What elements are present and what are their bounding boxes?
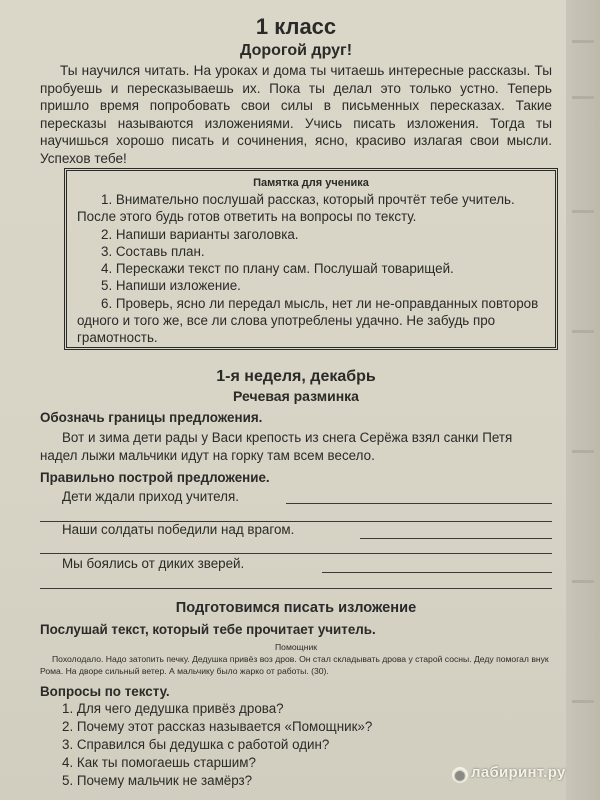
question-item: 5. Почему мальчик не замёрз? (62, 773, 253, 788)
question-item: 3. Справился бы дедушка с работой один? (62, 737, 330, 752)
memo-title: Памятка для ученика (253, 177, 369, 189)
memo-item: 2. Напиши варианты заголовка. (101, 226, 299, 242)
watermark-logo (452, 764, 566, 783)
task1-text: Вот и зима дети рады у Васи крепость из снега Серёжа взял санки Петя надел лыжи мальчики идут на горку там всем весело. (40, 430, 513, 463)
answer-line[interactable] (286, 503, 552, 504)
sentence-1: Дети ждали приход учителя. (62, 489, 239, 504)
warmup-title: Речевая разминка (233, 388, 359, 404)
memo-item: 4. Перескажи текст по плану сам. Послушай товарищей. (101, 261, 454, 277)
memo-item: 3. Составь план. (101, 243, 205, 259)
memo-item: 5. Напиши изложение. (101, 278, 241, 294)
memo-item: 1. Внимательно послушай рассказ, который прочтёт тебе учитель. После этого будь готов ответить на вопросы по тексту. (77, 192, 515, 225)
intro-text: Ты научился читать. На уроках и дома ты читаешь интересные рассказы. Ты пробуешь и пересказываешь их. Пока ты делал это только устно. Теперь пришло время попробовать свои силы в письменных пересказах. Такие пересказы называются изложениями. Учись писать изложения. Тогда ты научишься хорошо писать и сочинения, ясно, красиво излагая свои мысли. Успехов тебе! (40, 63, 552, 166)
memo-box (64, 168, 558, 350)
answer-line[interactable] (322, 572, 552, 573)
sentence-2: Наши солдаты победили над врагом. (62, 522, 295, 537)
labyrinth-logo-icon: ◉ (452, 767, 468, 783)
question-item: 1. Для чего дедушка привёз дрова? (62, 701, 284, 716)
greeting-title: Дорогой друг! (239, 42, 353, 59)
answer-line[interactable] (40, 588, 552, 589)
next-page-edge (566, 0, 600, 800)
task2-title: Правильно построй предложение. (40, 470, 270, 485)
prep-title: Подготовимся писать изложение (175, 600, 417, 616)
task1-title: Обозначь границы предложения. (40, 410, 263, 425)
listen-instruction: Послушай текст, который тебе прочитает учитель. (40, 622, 376, 637)
story-title: Помощник (274, 642, 318, 652)
week-title: 1-я неделя, декабрь (216, 368, 376, 385)
sentence-3: Мы боялись от диких зверей. (62, 556, 245, 571)
answer-line[interactable] (360, 538, 552, 539)
questions-title: Вопросы по тексту. (40, 684, 170, 699)
question-item: 2. Почему этот рассказ называется «Помощник»? (62, 719, 373, 734)
intro-paragraph (40, 62, 552, 167)
watermark-text: лабиринт.ру (471, 764, 566, 781)
question-item: 4. Как ты помогаешь старшим? (62, 755, 256, 770)
answer-line[interactable] (40, 553, 552, 554)
memo-item: 6. Проверь, ясно ли передал мысль, нет ли не-оправданных повторов одного и того же, все ли слова употреблены удачно. Не забудь про грамотность. (77, 295, 539, 346)
grade-title: 1 класс (255, 14, 337, 39)
story-text: Похолодало. Надо затопить печку. Дедушка привёз воз дров. Он стал складывать дрова у старой сосны. Деду помогал внук Рома. На дворе сильный ветер. А мальчику было жарко от работы. (30). (40, 654, 549, 676)
